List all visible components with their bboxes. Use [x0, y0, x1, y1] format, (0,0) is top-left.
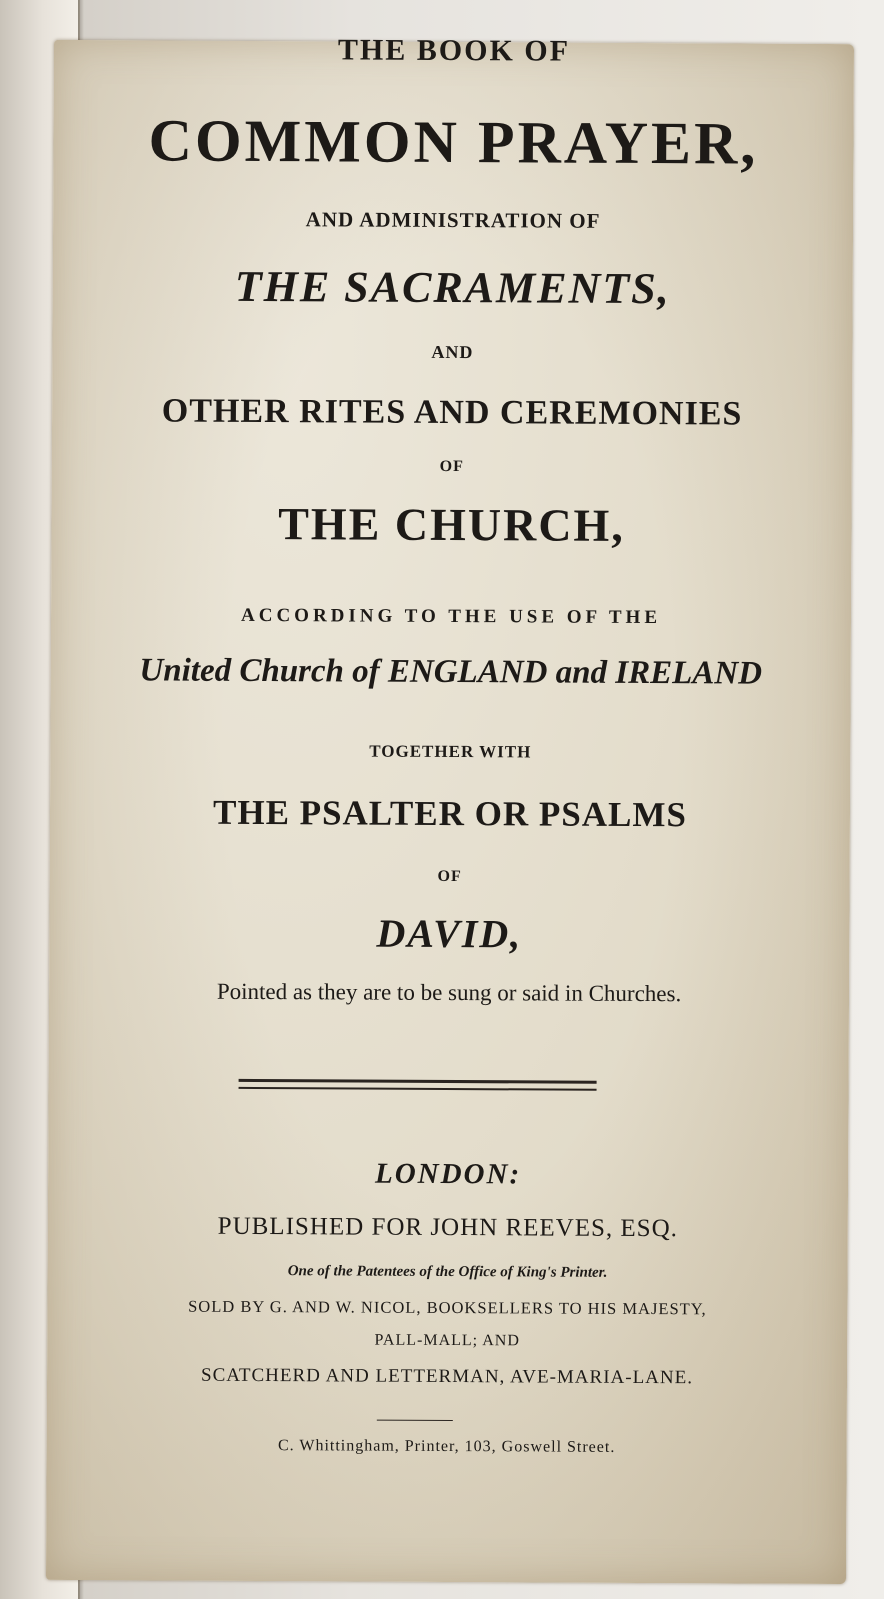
pointed-note: Pointed as they are to be sung or said in Churches.: [216, 978, 682, 1007]
connector-and: AND: [431, 341, 474, 363]
printer-credit: C. Whittingham, Printer, 103, Goswell Street.: [277, 1437, 616, 1456]
subtitle-administration: AND ADMINISTRATION OF: [305, 207, 601, 233]
imprint-patentee: One of the Patentees of the Office of King's Printer.: [287, 1263, 608, 1281]
usage-line: ACCORDING TO THE USE OF THE: [240, 604, 662, 629]
title-line-book-of: THE BOOK OF: [337, 33, 571, 68]
subtitle-sacraments: THE SACRAMENTS,: [234, 261, 671, 314]
connector-of-1: OF: [439, 457, 464, 476]
subtitle-david: DAVID,: [376, 910, 523, 957]
subtitle-rites: OTHER RITES AND CEREMONIES: [161, 392, 743, 433]
title-main: COMMON PRAYER,: [148, 107, 759, 177]
divider-short: [377, 1420, 453, 1421]
divider-thick-1: [239, 1079, 597, 1084]
church-name: United Church of ENGLAND and IRELAND: [139, 652, 763, 692]
subtitle-psalter: THE PSALTER OR PSALMS: [212, 792, 688, 835]
together-with: TOGETHER WITH: [369, 741, 532, 762]
imprint-sold-by-address: PALL-MALL; AND: [374, 1331, 520, 1350]
title-page: [46, 33, 854, 1584]
imprint-sold-by: SOLD BY G. AND W. NICOL, BOOKSELLERS TO HIS MAJESTY,: [188, 1296, 707, 1319]
connector-of-2: OF: [437, 867, 462, 886]
imprint-publisher: PUBLISHED FOR JOHN REEVES, ESQ.: [217, 1212, 679, 1243]
divider-thick-2: [239, 1087, 597, 1091]
subtitle-church: THE CHURCH,: [278, 498, 625, 551]
imprint-second-seller: SCATCHERD AND LETTERMAN, AVE-MARIA-LANE.: [201, 1364, 694, 1389]
imprint-place: LONDON:: [374, 1157, 522, 1191]
